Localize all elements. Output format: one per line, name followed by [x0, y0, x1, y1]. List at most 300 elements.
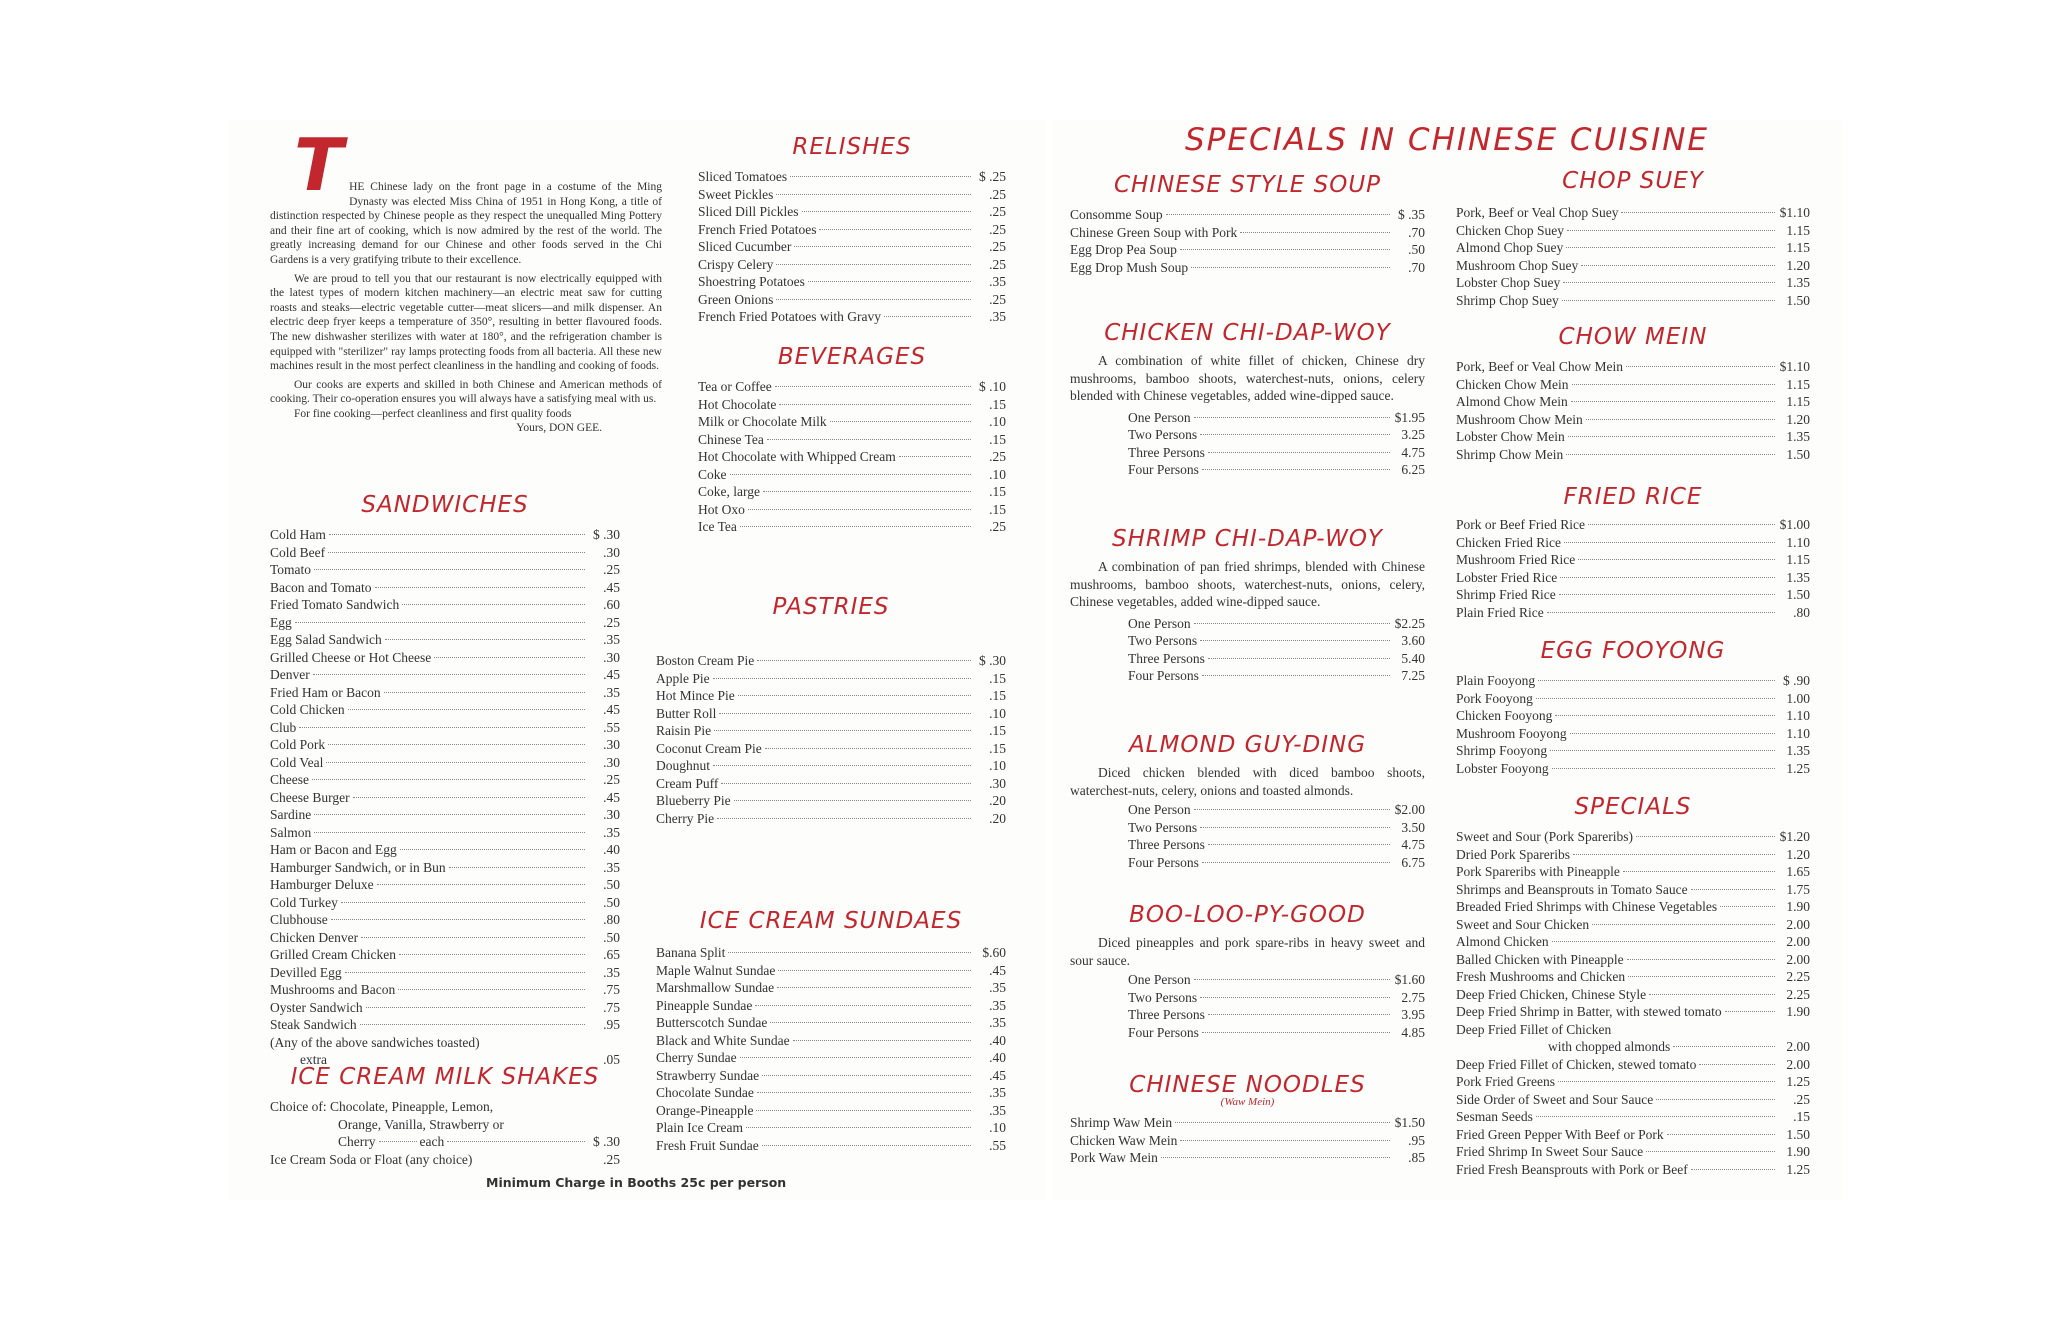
menu-item-price: 1.50 [1786, 292, 1810, 308]
menu-item-row [1456, 376, 1810, 394]
menu-item-name: Cream Puff [656, 775, 719, 791]
menu-item-name: Deep Fried Fillet of Chicken, stewed tomato [1456, 1056, 1697, 1072]
menu-item-price: .30 [603, 544, 620, 560]
beverages-list [698, 378, 1006, 536]
pastries-heading: PASTRIES [772, 594, 890, 620]
dot-leader [1166, 214, 1390, 215]
menu-item-price: $1.10 [1779, 359, 1810, 374]
menu-item-price: .35 [603, 964, 620, 980]
menu-item-row [656, 1084, 1006, 1102]
menu-item-row [1128, 854, 1425, 872]
menu-item-price: .15 [989, 501, 1006, 517]
menu-item-price: .25 [989, 519, 1006, 534]
menu-item-price: 1.75 [1786, 881, 1810, 897]
menu-item-name: Hamburger Deluxe [270, 877, 374, 892]
fillet-line-2: with chopped almonds [1548, 1039, 1671, 1054]
menu-item-price: 1.20 [1786, 257, 1810, 273]
chicken-chidapwoy-description: A combination of white fillet of chicken, Chinese dry mushrooms, bamboo shoots, waterchest-nuts, onions, celery blended with Chinese vegetables, added wine-dipped sauce. [1070, 353, 1425, 403]
chowmein-list [1456, 358, 1810, 463]
menu-item-price: .25 [989, 221, 1006, 237]
milkshakes-section [270, 1064, 620, 1168]
menu-item-name: Lobster Fooyong [1456, 760, 1549, 776]
dot-leader [1627, 959, 1775, 960]
dot-leader [740, 526, 971, 527]
menu-item-price: 7.25 [1401, 668, 1425, 683]
soda-row [270, 1151, 620, 1169]
menu-item-row [270, 964, 620, 982]
dropcap-letter: T [294, 123, 344, 207]
dot-leader [728, 952, 971, 953]
dot-leader [1636, 836, 1775, 837]
menu-item-price: 2.00 [1786, 951, 1810, 967]
menu-item-price: .35 [603, 859, 620, 875]
menu-item-price: .60 [603, 597, 620, 612]
dot-leader [1628, 976, 1775, 977]
menu-item-price: .80 [1793, 604, 1810, 620]
menu-item-name: Devilled Egg [270, 964, 342, 980]
menu-item-price: 1.15 [1786, 240, 1810, 255]
menu-item-name: Butterscotch Sundae [656, 1015, 768, 1030]
dot-leader [1550, 750, 1775, 751]
menu-item-row [656, 810, 1006, 828]
menu-item-row [1456, 516, 1810, 534]
fooyong-list [1456, 672, 1810, 777]
menu-item-name: Sardine [270, 807, 312, 822]
dot-leader [1202, 862, 1390, 863]
dot-leader [776, 264, 971, 265]
menu-item-row [270, 544, 620, 562]
menu-item-name: Fried Shrimp In Sweet Sour Sauce [1456, 1144, 1644, 1159]
menu-item-name: Pork Fooyong [1456, 690, 1533, 706]
menu-item-name: Shrimp Chop Suey [1456, 292, 1559, 308]
menu-item-row [270, 771, 620, 789]
menu-item-row [270, 911, 620, 929]
dot-leader [794, 246, 971, 247]
menu-item-price: $1.20 [1779, 829, 1810, 844]
dot-leader [1200, 434, 1390, 435]
menu-item-name: One Person [1128, 409, 1191, 425]
menu-item-price: .70 [1408, 224, 1425, 240]
dot-leader [714, 730, 971, 731]
menu-item-price: 2.00 [1786, 1056, 1810, 1072]
dot-leader [793, 1040, 971, 1041]
menu-item-price: .95 [603, 1017, 620, 1032]
menu-item-name: Chocolate Sundae [656, 1085, 754, 1100]
dot-leader [1626, 366, 1775, 367]
menu-item-name: Egg [270, 614, 292, 630]
menu-item-name: Pork Waw Mein [1070, 1150, 1158, 1165]
dot-leader [1656, 1099, 1775, 1100]
sandwiches-heading: SANDWICHES [361, 492, 529, 518]
almond-guyding-prices [1070, 801, 1425, 871]
dot-leader [361, 937, 585, 938]
dot-leader [762, 1145, 971, 1146]
menu-item-name: Chicken Denver [270, 929, 359, 945]
dot-leader [402, 604, 585, 605]
menu-item-row [1128, 971, 1425, 989]
dot-leader [1588, 524, 1775, 525]
dot-leader [1586, 419, 1775, 420]
menu-item-name: Almond Chop Suey [1456, 240, 1564, 255]
dot-leader [757, 660, 971, 661]
dot-leader [1180, 249, 1390, 250]
menu-item-price: 1.35 [1786, 569, 1810, 585]
menu-item-row [1456, 292, 1810, 310]
menu-item-row [1456, 933, 1810, 951]
menu-item-price: 2.75 [1401, 989, 1425, 1005]
menu-item-price: .10 [989, 705, 1006, 721]
chicken-chidapwoy-heading: CHICKEN CHI-DAP-WOY [1104, 320, 1391, 346]
menu-item-name: Banana Split [656, 945, 726, 960]
menu-item-name: Four Persons [1128, 1024, 1199, 1040]
menu-item-row [698, 238, 1006, 256]
menu-item-name: Salmon [270, 824, 312, 840]
menu-item-price: .25 [989, 239, 1006, 254]
menu-item-row [656, 705, 1006, 723]
menu-item-price: .40 [603, 842, 620, 857]
fillet-line-1: Deep Fried Fillet of Chicken [1456, 1021, 1612, 1037]
intro-section [270, 123, 662, 434]
menu-item-row [1456, 586, 1810, 604]
almond-guyding-description: Diced chicken blended with diced bamboo shoots, waterchest-nuts, celery, onions and toasted almonds. [1070, 765, 1425, 798]
menu-item-name: Chinese Green Soup with Pork [1070, 224, 1238, 240]
menu-item-row [656, 1119, 1006, 1137]
dot-leader [1208, 658, 1390, 659]
dot-leader [1691, 1169, 1775, 1170]
specials-list-b [1456, 1056, 1810, 1179]
menu-item-row [1456, 760, 1810, 778]
fillet-row [1456, 1038, 1810, 1056]
menu-item-row [270, 806, 620, 824]
menu-item-name: Hot Chocolate [698, 396, 777, 412]
menu-item-price: $1.95 [1394, 409, 1425, 425]
soda-price: .25 [603, 1151, 620, 1167]
dot-leader [755, 1005, 971, 1006]
milkshake-choice-line-1: Choice of: Chocolate, Pineapple, Lemon, [270, 1099, 494, 1114]
dot-leader [1623, 871, 1775, 872]
menu-item-row [1070, 1132, 1425, 1150]
menu-item-price: .45 [603, 702, 620, 717]
menu-item-price: $ .10 [979, 379, 1006, 394]
menu-item-price: .15 [989, 723, 1006, 738]
dot-leader [1566, 454, 1775, 455]
dot-leader [776, 194, 971, 195]
menu-item-price: 6.75 [1401, 854, 1425, 870]
dot-leader [1194, 623, 1390, 624]
menu-item-name: Almond Chow Mein [1456, 394, 1568, 409]
menu-item-name: Clubhouse [270, 912, 328, 927]
menu-item-price: .35 [989, 309, 1006, 324]
chowmein-heading: CHOW MEIN [1558, 324, 1708, 350]
dot-leader [762, 1075, 971, 1076]
dot-leader [808, 281, 971, 282]
menu-item-price: 5.40 [1401, 650, 1425, 666]
menu-item-name: Coke [698, 466, 727, 482]
menu-item-name: Shrimp Chow Mein [1456, 446, 1564, 462]
menu-item-row [1456, 428, 1810, 446]
menu-item-row [270, 561, 620, 579]
fooyong-section [1456, 638, 1810, 777]
menu-item-price: $1.50 [1394, 1115, 1425, 1130]
menu-item-price: $2.00 [1394, 802, 1425, 817]
friedrice-section [1456, 484, 1810, 621]
dot-leader [1572, 384, 1776, 385]
menu-item-row [1456, 204, 1810, 222]
menu-item-price: 2.25 [1786, 986, 1810, 1002]
shrimp-chidapwoy-section [1070, 526, 1425, 685]
menu-item-name: Egg Drop Pea Soup [1070, 242, 1177, 257]
menu-item-row [656, 740, 1006, 758]
menu-item-row [698, 466, 1006, 484]
menu-item-row [698, 378, 1006, 396]
menu-item-price: .35 [603, 684, 620, 700]
chopsuey-heading: CHOP SUEY [1562, 168, 1704, 194]
menu-item-price: .35 [989, 997, 1006, 1013]
dot-leader [1621, 212, 1775, 213]
relishes-list [698, 168, 1006, 326]
menu-item-price: 1.25 [1786, 1074, 1810, 1089]
menu-item-row [1456, 1126, 1810, 1144]
dot-leader [1208, 452, 1390, 453]
menu-item-row [1456, 569, 1810, 587]
menu-item-name: Denver [270, 667, 310, 682]
milkshake-choice-line-2: Orange, Vanilla, Strawberry or [338, 1116, 504, 1132]
menu-item-name: Almond Chicken [1456, 934, 1549, 949]
menu-item-price: .85 [1408, 1150, 1425, 1165]
menu-item-price: 1.50 [1786, 587, 1810, 602]
menu-item-row [1456, 257, 1810, 275]
dot-leader [719, 713, 971, 714]
menu-item-name: Orange-Pineapple [656, 1102, 754, 1118]
menu-item-name: Doughnut [656, 758, 710, 773]
menu-item-row [698, 518, 1006, 536]
menu-item-row [698, 203, 1006, 221]
menu-item-price: .50 [603, 894, 620, 910]
menu-item-row [1456, 393, 1810, 411]
menu-item-name: Milk or Chocolate Milk [698, 414, 827, 429]
menu-item-price: 4.75 [1401, 837, 1425, 852]
dot-leader [713, 765, 971, 766]
dot-leader [449, 867, 585, 868]
menu-item-price: .30 [603, 649, 620, 665]
menu-item-name: Shrimps and Beansprouts in Tomato Sauce [1456, 881, 1688, 897]
menu-item-name: Pork, Beef or Veal Chop Suey [1456, 205, 1619, 220]
menu-item-row [1128, 615, 1425, 633]
dot-leader [1202, 1032, 1390, 1033]
noodles-subtitle: (Waw Mein) [1220, 1096, 1275, 1108]
dot-leader [1194, 417, 1390, 418]
menu-item-name: Fresh Fruit Sundae [656, 1137, 759, 1153]
dot-leader [329, 534, 585, 535]
menu-item-row [270, 666, 620, 684]
menu-item-price: 3.25 [1401, 427, 1425, 442]
menu-item-name: Three Persons [1128, 650, 1205, 666]
dot-leader [1562, 300, 1775, 301]
menu-item-price: $ .25 [979, 169, 1006, 184]
menu-item-price: .15 [989, 740, 1006, 756]
menu-item-row [1456, 968, 1810, 986]
menu-item-name: French Fried Potatoes with Gravy [698, 309, 881, 324]
dot-leader [765, 748, 971, 749]
menu-item-price: .30 [603, 807, 620, 822]
menu-item-row [656, 1014, 1006, 1032]
menu-item-price: .35 [989, 1085, 1006, 1100]
menu-item-price: 1.50 [1786, 446, 1810, 462]
intro-paragraph-4: For fine cooking—perfect cleanliness and first quality foods [294, 407, 572, 420]
menu-item-row [656, 722, 1006, 740]
menu-item-price: 1.15 [1786, 376, 1810, 392]
menu-item-name: Mushroom Chop Suey [1456, 257, 1579, 273]
dot-leader [1558, 1081, 1775, 1082]
specials-list-a [1456, 828, 1810, 1021]
menu-item-name: Grilled Cheese or Hot Cheese [270, 649, 432, 665]
menu-item-name: Egg Drop Mush Soup [1070, 259, 1189, 275]
dot-leader [763, 491, 971, 492]
menu-item-row [1070, 259, 1425, 277]
menu-item-name: Shrimp Fried Rice [1456, 587, 1556, 602]
menu-item-row [270, 631, 620, 649]
dot-leader [314, 814, 585, 815]
menu-item-name: Ice Tea [698, 519, 737, 534]
noodles-section [1070, 1072, 1425, 1167]
menu-item-row [270, 526, 620, 544]
menu-item-row [1456, 742, 1810, 760]
menu-item-price: .10 [989, 414, 1006, 429]
dot-leader [767, 439, 971, 440]
dot-leader [830, 421, 971, 422]
pastries-list [656, 652, 1006, 827]
menu-item-name: Mushroom Fooyong [1456, 725, 1567, 741]
dot-leader [398, 989, 585, 990]
dot-leader [1578, 559, 1775, 560]
menu-item-row [270, 824, 620, 842]
toasted-extra-price: .05 [603, 1052, 620, 1067]
menu-item-name: Raisin Pie [656, 723, 712, 738]
soup-heading: CHINESE STYLE SOUP [1113, 172, 1382, 198]
menu-item-name: Lobster Chow Mein [1456, 429, 1565, 444]
menu-item-price: .55 [603, 719, 620, 735]
dot-leader [777, 987, 971, 988]
menu-item-name: Cheese [270, 772, 309, 787]
menu-item-row [270, 841, 620, 859]
menu-item-row [270, 614, 620, 632]
menu-item-name: Two Persons [1128, 989, 1198, 1005]
dot-leader [314, 832, 585, 833]
pastries-section [656, 594, 1006, 827]
menu-item-row [656, 944, 1006, 962]
menu-item-row [656, 687, 1006, 705]
menu-item-row [698, 256, 1006, 274]
menu-item-price: .45 [989, 1067, 1006, 1083]
menu-item-name: Plain Ice Cream [656, 1120, 743, 1135]
dot-leader [328, 552, 585, 553]
menu-item-row [1128, 836, 1425, 854]
dot-leader [756, 1110, 971, 1111]
menu-item-price: .65 [603, 947, 620, 962]
menu-item-price: 6.25 [1401, 462, 1425, 477]
menu-item-row [656, 1137, 1006, 1155]
menu-item-price: 2.25 [1786, 969, 1810, 984]
shrimp-chidapwoy-heading: SHRIMP CHI-DAP-WOY [1112, 526, 1383, 552]
menu-item-price: .35 [989, 980, 1006, 995]
menu-item-name: Breaded Fried Shrimps with Chinese Vegetables [1456, 899, 1718, 914]
dot-leader [1180, 1140, 1390, 1141]
specials-main-title: SPECIALS IN CHINESE CUISINE [1184, 122, 1709, 158]
menu-item-name: Four Persons [1128, 854, 1199, 870]
menu-item-row [1456, 604, 1810, 622]
soup-section [1070, 172, 1425, 276]
chicken-chidapwoy-section [1070, 320, 1425, 479]
dot-leader [790, 176, 971, 177]
menu-item-price: .10 [989, 466, 1006, 482]
menu-item-row [1456, 672, 1810, 690]
menu-item-row [270, 981, 620, 999]
dot-leader [1552, 768, 1775, 769]
intro-paragraph-2: We are proud to tell you that our restaurant is now electrically equipped with the latest types of modern kitchen machinery—an electric meat saw for cutting roasts and steaks—electric vegetable cutter—meat slicers—and milk dispenser. An electric deep fryer keeps a temperature of 350°, resulting in better flavoured foods. The new dishwasher sterilizes with water at 180°, and the refrigeration chamber is equipped with "sterilizer" ray lamps protecting foods from all bacteria. All these new machines result in the most perfect cleanliness in the handling and cooking of foods. [270, 272, 662, 373]
dot-leader [1200, 640, 1390, 641]
menu-item-row [1456, 707, 1810, 725]
menu-item-name: Four Persons [1128, 462, 1199, 477]
menu-item-name: Four Persons [1128, 668, 1199, 683]
menu-item-row [1128, 1024, 1425, 1042]
dot-leader [1581, 265, 1775, 266]
milkshake-price: $ .30 [593, 1134, 620, 1149]
menu-item-name: Two Persons [1128, 427, 1198, 442]
menu-item-name: Chicken Waw Mein [1070, 1132, 1178, 1148]
dot-leader [779, 404, 971, 405]
menu-item-price: .35 [603, 632, 620, 647]
menu-item-name: Plain Fried Rice [1456, 604, 1544, 620]
menu-item-row [1456, 534, 1810, 552]
dot-leader [328, 744, 585, 745]
dot-leader [1555, 715, 1775, 716]
menu-item-row [1128, 409, 1425, 427]
menu-item-price: 1.65 [1786, 864, 1810, 879]
menu-item-name: Chicken Chop Suey [1456, 222, 1564, 238]
menu-item-name: Mushrooms and Bacon [270, 982, 396, 997]
menu-item-name: Hamburger Sandwich, or in Bun [270, 859, 446, 875]
chopsuey-list [1456, 204, 1810, 309]
menu-item-price: 1.20 [1786, 411, 1810, 427]
menu-item-row [1456, 1056, 1810, 1074]
dot-leader [1567, 230, 1775, 231]
menu-item-name: Sweet and Sour (Pork Spareribs) [1456, 829, 1633, 844]
sundaes-list [656, 944, 1006, 1154]
menu-item-row [1456, 951, 1810, 969]
menu-item-price: .15 [989, 688, 1006, 703]
boo-loo-py-good-heading: BOO-LOO-PY-GOOD [1129, 902, 1366, 928]
menu-item-price: $ .30 [593, 527, 620, 542]
dot-leader [385, 639, 585, 640]
dot-leader [717, 818, 971, 819]
dot-leader [1563, 282, 1775, 283]
menu-item-price: 1.15 [1786, 394, 1810, 409]
dot-leader [366, 1007, 585, 1008]
menu-item-price: $ .90 [1783, 673, 1810, 688]
dot-leader [1667, 1134, 1775, 1135]
menu-item-name: Cold Pork [270, 737, 326, 752]
menu-item-name: Oyster Sandwich [270, 999, 363, 1015]
dot-leader [341, 902, 585, 903]
menu-item-row [270, 579, 620, 597]
beverages-heading: BEVERAGES [777, 344, 927, 370]
menu-item-row [1456, 1073, 1810, 1091]
dot-leader [400, 849, 585, 850]
dot-leader [312, 779, 585, 780]
menu-item-name: Consomme Soup [1070, 207, 1163, 222]
menu-item-row [270, 999, 620, 1017]
menu-item-name: Lobster Chop Suey [1456, 275, 1561, 290]
